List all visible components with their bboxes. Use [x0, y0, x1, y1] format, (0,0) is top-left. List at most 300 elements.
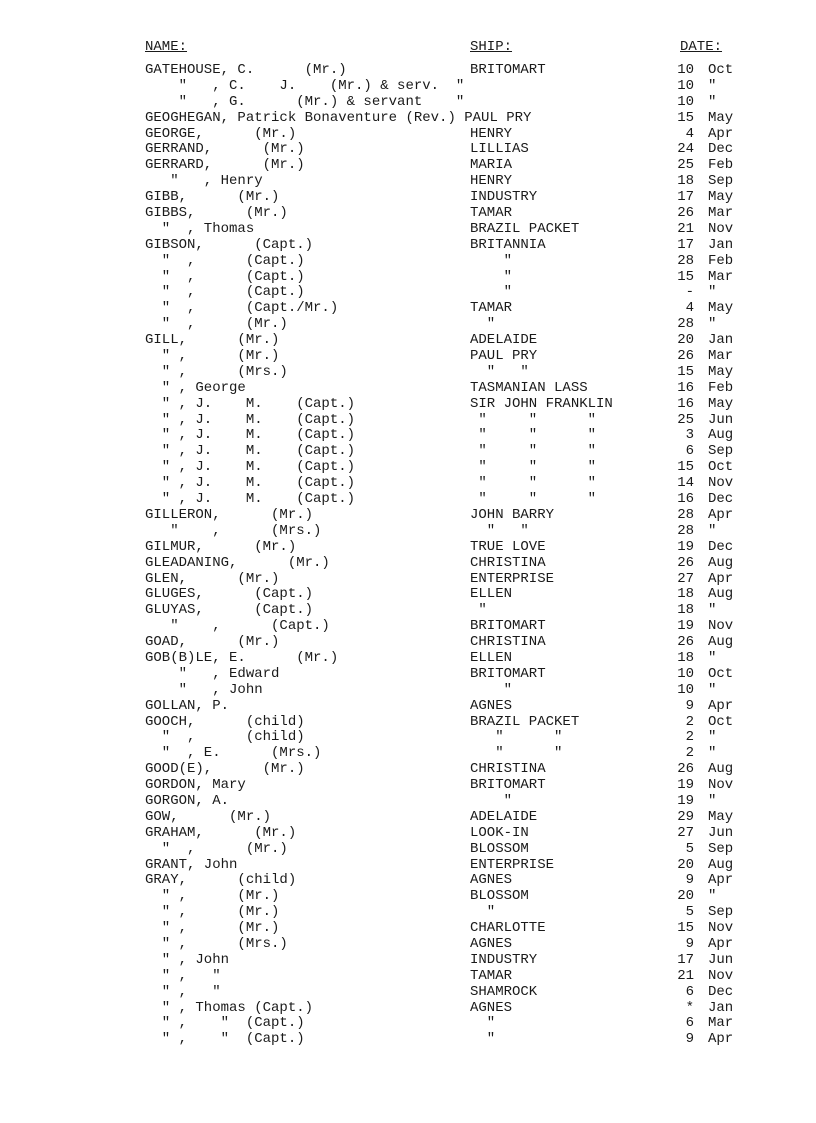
passenger-name: " , (Capt.): [145, 284, 305, 301]
date-day: 17: [677, 189, 694, 206]
date-month: Mar: [708, 268, 734, 285]
table-row: [0, 158, 816, 174]
passenger-name: GLEADANING, (Mr.): [145, 554, 330, 571]
table-row: [0, 95, 816, 111]
ship-name: " " ": [470, 491, 597, 508]
table-row: [0, 826, 816, 842]
passenger-name: " , J. M. (Capt.): [145, 459, 356, 476]
table-row: [0, 730, 816, 746]
date-month: May: [708, 808, 734, 825]
passenger-name: " , (Capt.): [145, 268, 305, 285]
ship-name: ": [470, 316, 496, 333]
date-month: Jun: [708, 824, 734, 841]
date-day: 26: [677, 634, 694, 651]
date-day: 2: [685, 745, 694, 762]
passenger-name: " , J. M. (Capt.): [145, 427, 356, 444]
date-month: May: [708, 109, 734, 126]
date-day: 9: [685, 697, 694, 714]
date-day: 5: [685, 904, 694, 921]
date-day: 18: [677, 649, 694, 666]
date-month: Dec: [708, 538, 734, 555]
date-month: Apr: [708, 935, 734, 952]
date-day: 25: [677, 411, 694, 428]
date-month: Aug: [708, 586, 734, 603]
date-day: 26: [677, 205, 694, 222]
table-row: [0, 953, 816, 969]
date-day: 15: [677, 459, 694, 476]
table-row: [0, 317, 816, 333]
ship-name: " " ": [470, 427, 597, 444]
passenger-name: " , J. M. (Capt.): [145, 443, 356, 460]
date-day: 15: [677, 268, 694, 285]
date-day: 26: [677, 554, 694, 571]
ship-name: LOOK-IN: [470, 824, 529, 841]
passenger-name: GILLERON, (Mr.): [145, 506, 314, 523]
table-row: [0, 572, 816, 588]
passenger-name: GATEHOUSE, C. (Mr.): [145, 62, 347, 78]
date-day: 16: [677, 395, 694, 412]
ship-name: SHAMROCK: [470, 983, 538, 1000]
ship-name: AGNES: [470, 935, 513, 952]
date-month: Aug: [708, 761, 734, 778]
date-month: Nov: [708, 220, 734, 237]
ship-name: AGNES: [470, 697, 513, 714]
date-day: 5: [685, 840, 694, 857]
ship-name: BLOSSOM: [470, 840, 529, 857]
ship-name: ": [470, 284, 513, 301]
passenger-name: " , Henry: [145, 173, 263, 190]
date-day: 2: [685, 729, 694, 746]
date-month: Jan: [708, 332, 734, 349]
passenger-name: " , C. J. (Mr.) & serv. ": [145, 77, 465, 94]
ship-name: ": [470, 681, 513, 698]
passenger-name: " , (Mr.): [145, 348, 280, 365]
date-day: 18: [677, 586, 694, 603]
date-month: ": [708, 649, 717, 666]
date-day: 6: [685, 443, 694, 460]
ship-name: ELLEN: [470, 649, 513, 666]
passenger-name: " , (child): [145, 729, 305, 746]
table-row: [0, 635, 816, 651]
date-month: ": [708, 284, 717, 301]
passenger-name: " , (Mr.): [145, 920, 280, 937]
ship-name: BLOSSOM: [470, 888, 529, 905]
date-day: 15: [677, 109, 694, 126]
table-row: [0, 667, 816, 683]
table-row: [0, 428, 816, 444]
date-month: Mar: [708, 348, 734, 365]
date-month: Apr: [708, 1031, 734, 1048]
passenger-name: GILMUR, (Mr.): [145, 538, 297, 555]
ship-name: CHRISTINA: [470, 761, 546, 778]
ship-name: BRITOMART: [470, 618, 546, 635]
table-row: [0, 873, 816, 889]
date-month: Nov: [708, 475, 734, 492]
ship-name: ENTERPRISE: [470, 856, 555, 873]
passenger-name: " , George: [145, 379, 246, 396]
date-day: 21: [677, 967, 694, 984]
date-month: Nov: [708, 618, 734, 635]
passenger-name: GLEN, (Mr.): [145, 570, 280, 587]
ship-name: AGNES: [470, 999, 513, 1016]
date-month: Dec: [708, 141, 734, 158]
ship-name: BRITOMART: [470, 665, 546, 682]
date-month: ": [708, 792, 717, 809]
table-row: [0, 810, 816, 826]
date-day: 10: [677, 681, 694, 698]
table-row: [0, 905, 816, 921]
table-row: [0, 619, 816, 635]
passenger-name: GORDON, Mary: [145, 777, 246, 794]
ship-name: TAMAR: [470, 205, 513, 222]
table-row: [0, 969, 816, 985]
date-month: Aug: [708, 554, 734, 571]
date-month: ": [708, 745, 717, 762]
passenger-name: GIBSON, (Capt.): [145, 236, 314, 253]
date-day: 15: [677, 363, 694, 380]
date-month: May: [708, 300, 734, 317]
ship-name: ": [470, 252, 513, 269]
date-day: 19: [677, 538, 694, 555]
ship-name: " " ": [470, 411, 597, 428]
date-day: 14: [677, 475, 694, 492]
date-day: 24: [677, 141, 694, 158]
table-row: [0, 397, 816, 413]
table-row: [0, 715, 816, 731]
date-month: Sep: [708, 173, 734, 190]
passenger-name: GLUYAS, (Capt.): [145, 602, 314, 619]
date-month: Feb: [708, 252, 734, 269]
passenger-name: " , John: [145, 681, 263, 698]
ship-name: ADELAIDE: [470, 808, 538, 825]
table-row: [0, 238, 816, 254]
passenger-name: " , J. M. (Capt.): [145, 411, 356, 428]
date-month: Jun: [708, 411, 734, 428]
table-row: [0, 762, 816, 778]
passenger-name: " , (Mr.): [145, 840, 288, 857]
passenger-name: GOLLAN, P.: [145, 697, 230, 714]
passenger-name: GRAY, (child): [145, 872, 297, 889]
passenger-name: GEOGHEGAN, Patrick Bonaventure (Rev.) PAUL PRY: [145, 109, 532, 126]
passenger-name: GERRAND, (Mr.): [145, 141, 305, 158]
date-month: Aug: [708, 856, 734, 873]
table-row: [0, 270, 816, 286]
ship-name: " ": [470, 522, 529, 539]
passenger-name: " , ": [145, 983, 221, 1000]
table-row: [0, 222, 816, 238]
passenger-name: GEORGE, (Mr.): [145, 125, 297, 142]
passenger-name: GIBB, (Mr.): [145, 189, 280, 206]
date-day: 27: [677, 570, 694, 587]
passenger-name: " , J. M. (Capt.): [145, 395, 356, 412]
date-day: 19: [677, 777, 694, 794]
date-month: Oct: [708, 665, 734, 682]
passenger-name: " , (Mr.): [145, 904, 280, 921]
ship-name: TASMANIAN LASS: [470, 379, 588, 396]
passenger-name: " , ": [145, 967, 221, 984]
ship-name: ADELAIDE: [470, 332, 538, 349]
passenger-name: " , Edward: [145, 665, 280, 682]
date-day: 10: [677, 665, 694, 682]
passenger-name: GIBBS, (Mr.): [145, 205, 288, 222]
ship-name: BRITOMART: [470, 62, 546, 78]
table-row: [0, 285, 816, 301]
date-day: 29: [677, 808, 694, 825]
table-row: [0, 746, 816, 762]
date-day: 9: [685, 1031, 694, 1048]
date-month: Jan: [708, 236, 734, 253]
ship-name: INDUSTRY: [470, 951, 538, 968]
passenger-name: " , (Capt.): [145, 618, 330, 635]
date-month: Jun: [708, 951, 734, 968]
date-day: 20: [677, 888, 694, 905]
date-month: Apr: [708, 570, 734, 587]
ship-name: PAUL PRY: [470, 348, 538, 365]
date-month: Apr: [708, 697, 734, 714]
date-day: 10: [677, 77, 694, 94]
table-row: [0, 79, 816, 95]
table-row: [0, 985, 816, 1001]
ship-name: " " ": [470, 443, 597, 460]
date-month: Nov: [708, 920, 734, 937]
passenger-name: GOAD, (Mr.): [145, 634, 280, 651]
table-row: [0, 381, 816, 397]
name-column-header: NAME:: [145, 39, 188, 55]
date-day: 10: [677, 62, 694, 78]
passenger-name: " , E. (Mrs.): [145, 745, 322, 762]
date-day: 20: [677, 332, 694, 349]
table-row: [0, 365, 816, 381]
ship-name: TAMAR: [470, 967, 513, 984]
date-month: Feb: [708, 379, 734, 396]
date-month: Apr: [708, 872, 734, 889]
date-day: 25: [677, 157, 694, 174]
ship-name: " ": [470, 363, 529, 380]
passenger-name: GOOCH, (child): [145, 713, 305, 730]
ship-name: TAMAR: [470, 300, 513, 317]
table-row: [0, 1032, 816, 1048]
date-month: Nov: [708, 967, 734, 984]
column-header-row: [0, 38, 816, 56]
passenger-name: GORGON, A.: [145, 792, 230, 809]
table-row: [0, 460, 816, 476]
passenger-name: GOW, (Mr.): [145, 808, 272, 825]
passenger-name: " , (Mrs.): [145, 935, 288, 952]
table-row: [0, 476, 816, 492]
passenger-name: " , (Mrs.): [145, 363, 288, 380]
date-month: ": [708, 316, 717, 333]
ship-name: ": [470, 1031, 496, 1048]
table-row: [0, 937, 816, 953]
table-row: [0, 301, 816, 317]
table-row: [0, 794, 816, 810]
table-row: [0, 111, 816, 127]
ship-name: HENRY: [470, 125, 513, 142]
table-row: [0, 63, 816, 79]
table-row: [0, 587, 816, 603]
date-month: ": [708, 602, 717, 619]
passenger-name: " , (Capt./Mr.): [145, 300, 339, 317]
date-day: 19: [677, 792, 694, 809]
date-day: -: [685, 284, 694, 301]
date-day: 9: [685, 935, 694, 952]
date-day: 21: [677, 220, 694, 237]
passenger-name: " , J. M. (Capt.): [145, 491, 356, 508]
date-month: ": [708, 77, 717, 94]
date-month: ": [708, 729, 717, 746]
date-day: *: [685, 999, 694, 1016]
date-day: 19: [677, 618, 694, 635]
passenger-name: " , (Capt.): [145, 252, 305, 269]
date-month: May: [708, 395, 734, 412]
date-month: Dec: [708, 491, 734, 508]
passenger-name: " , J. M. (Capt.): [145, 475, 356, 492]
passenger-name: " , Thomas: [145, 220, 255, 237]
ship-name: CHRISTINA: [470, 554, 546, 571]
date-day: 27: [677, 824, 694, 841]
date-day: 26: [677, 761, 694, 778]
table-row: [0, 508, 816, 524]
ship-name: CHRISTINA: [470, 634, 546, 651]
table-row: [0, 1016, 816, 1032]
date-day: 18: [677, 602, 694, 619]
ship-name: AGNES: [470, 872, 513, 889]
date-month: Sep: [708, 840, 734, 857]
ship-name: ": [470, 1015, 496, 1032]
ship-name: ": [470, 904, 496, 921]
date-month: Mar: [708, 1015, 734, 1032]
date-day: 4: [685, 300, 694, 317]
table-row: [0, 1001, 816, 1017]
date-month: ": [708, 681, 717, 698]
date-day: 16: [677, 379, 694, 396]
date-month: Nov: [708, 777, 734, 794]
date-day: 6: [685, 1015, 694, 1032]
table-row: [0, 699, 816, 715]
date-day: 2: [685, 713, 694, 730]
date-month: Sep: [708, 904, 734, 921]
date-month: ": [708, 888, 717, 905]
ship-name: TRUE LOVE: [470, 538, 546, 555]
passenger-name: " , (Mr.): [145, 316, 288, 333]
date-month: Aug: [708, 427, 734, 444]
table-row: [0, 206, 816, 222]
date-day: 28: [677, 506, 694, 523]
ship-name: LILLIAS: [470, 141, 529, 158]
date-day: 9: [685, 872, 694, 889]
date-column-header: DATE:: [680, 39, 723, 55]
table-row: [0, 127, 816, 143]
passenger-name: GERRARD, (Mr.): [145, 157, 305, 174]
passenger-name: " , G. (Mr.) & servant ": [145, 93, 465, 110]
table-row: [0, 556, 816, 572]
ship-name: INDUSTRY: [470, 189, 538, 206]
ship-name: ": [470, 268, 513, 285]
table-row: [0, 921, 816, 937]
date-day: 28: [677, 522, 694, 539]
table-row: [0, 413, 816, 429]
date-day: 20: [677, 856, 694, 873]
ship-name: BRITOMART: [470, 777, 546, 794]
table-row: [0, 349, 816, 365]
date-day: 10: [677, 93, 694, 110]
passenger-name: GILL, (Mr.): [145, 332, 280, 349]
table-row: [0, 174, 816, 190]
date-month: Feb: [708, 157, 734, 174]
date-month: Oct: [708, 62, 734, 78]
date-day: 3: [685, 427, 694, 444]
passenger-name: " , Thomas (Capt.): [145, 999, 314, 1016]
passenger-name: GLUGES, (Capt.): [145, 586, 314, 603]
passenger-list: [0, 63, 816, 1048]
ship-name: CHARLOTTE: [470, 920, 546, 937]
date-day: 28: [677, 316, 694, 333]
table-row: [0, 651, 816, 667]
passenger-name: " , " (Capt.): [145, 1015, 305, 1032]
ship-name: ": [470, 602, 487, 619]
table-row: [0, 333, 816, 349]
table-row: [0, 444, 816, 460]
table-row: [0, 190, 816, 206]
ship-name: " ": [470, 729, 563, 746]
passenger-name: " , (Mrs.): [145, 522, 322, 539]
date-day: 6: [685, 983, 694, 1000]
passenger-name: " , (Mr.): [145, 888, 280, 905]
date-month: ": [708, 93, 717, 110]
ship-name: HENRY: [470, 173, 513, 190]
date-day: 18: [677, 173, 694, 190]
table-row: [0, 842, 816, 858]
table-row: [0, 889, 816, 905]
passenger-name: GOB(B)LE, E. (Mr.): [145, 649, 339, 666]
date-month: ": [708, 522, 717, 539]
passenger-name: " , John: [145, 951, 230, 968]
ship-name: SIR JOHN FRANKLIN: [470, 395, 613, 412]
ship-name: " " ": [470, 475, 597, 492]
passenger-name: " , " (Capt.): [145, 1031, 305, 1048]
date-month: Apr: [708, 125, 734, 142]
date-month: Dec: [708, 983, 734, 1000]
date-month: Oct: [708, 713, 734, 730]
date-month: Mar: [708, 205, 734, 222]
passenger-name: GOOD(E), (Mr.): [145, 761, 305, 778]
table-row: [0, 524, 816, 540]
ship-name: ELLEN: [470, 586, 513, 603]
ship-name: BRAZIL PACKET: [470, 713, 580, 730]
ship-name: BRAZIL PACKET: [470, 220, 580, 237]
date-month: Jan: [708, 999, 734, 1016]
date-month: May: [708, 189, 734, 206]
date-month: Apr: [708, 506, 734, 523]
date-month: May: [708, 363, 734, 380]
date-day: 17: [677, 951, 694, 968]
ship-name: BRITANNIA: [470, 236, 546, 253]
ship-name: ENTERPRISE: [470, 570, 555, 587]
date-day: 16: [677, 491, 694, 508]
ship-column-header: SHIP:: [470, 39, 513, 55]
ship-name: " ": [470, 745, 563, 762]
date-day: 17: [677, 236, 694, 253]
ship-name: MARIA: [470, 157, 513, 174]
table-row: [0, 142, 816, 158]
table-row: [0, 603, 816, 619]
table-row: [0, 683, 816, 699]
date-month: Oct: [708, 459, 734, 476]
ship-name: " " ": [470, 459, 597, 476]
table-row: [0, 858, 816, 874]
table-row: [0, 492, 816, 508]
passenger-name: GRAHAM, (Mr.): [145, 824, 297, 841]
